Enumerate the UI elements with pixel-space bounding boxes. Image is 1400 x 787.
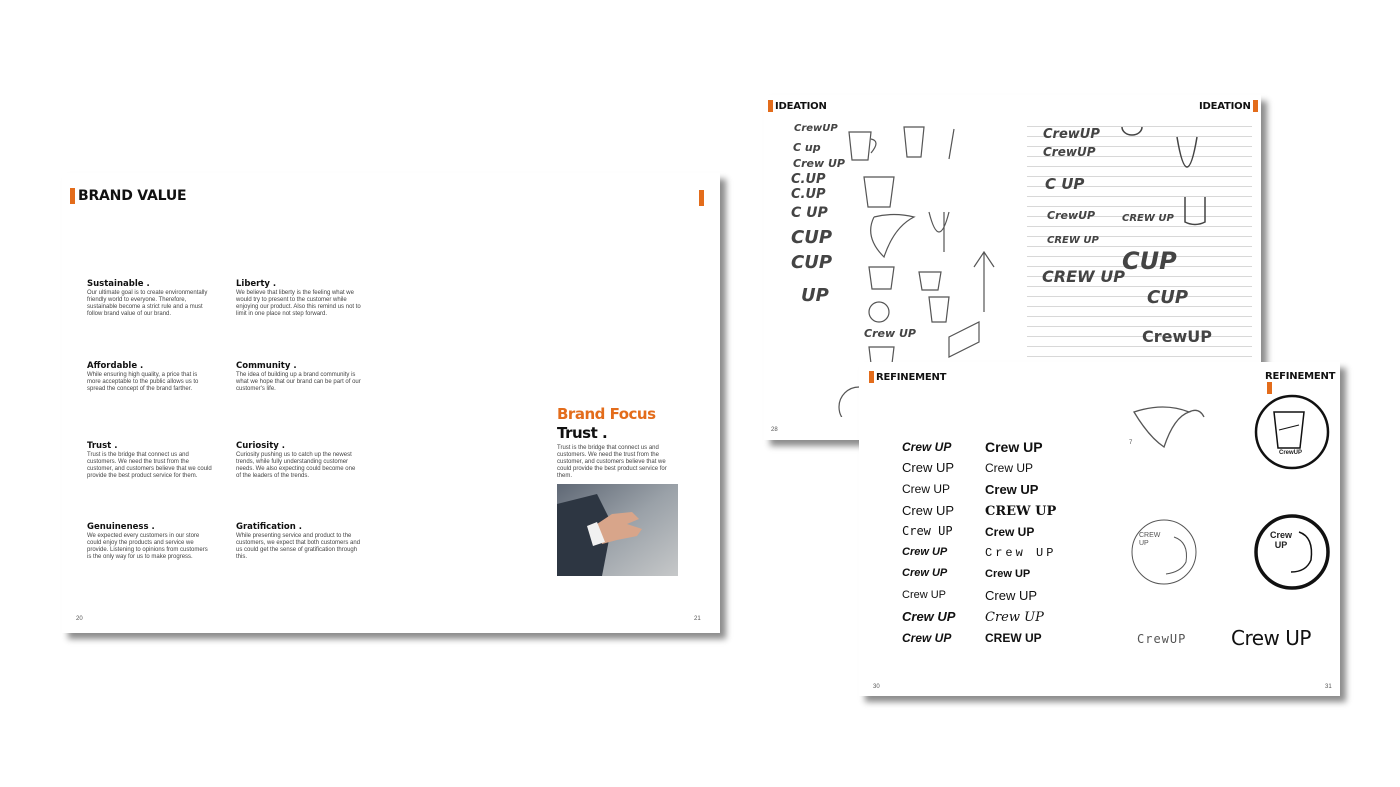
sketch-label-r7: CUP <box>1122 247 1177 275</box>
circle-logo-1-label: CREW UP <box>1139 532 1161 547</box>
value-liberty: Liberty . We believe that liberty is the feeling what we would try to present to the customer while enjoying our product. Also this remind us not to limit in one place not step forward. <box>236 279 361 317</box>
sketch-label-10: Crew UP <box>864 327 916 340</box>
wordmark-c2-1: Crew UP <box>985 439 1043 455</box>
sketch-label-r1: CrewUP <box>1043 127 1100 142</box>
wordmark-c1-6: Crew UP <box>902 546 948 558</box>
sketch-label-2: C up <box>793 141 821 154</box>
ideation-header-right: IDEATION <box>1199 100 1258 112</box>
sketch-label-r3: C UP <box>1045 175 1085 193</box>
accent-bar-right <box>699 190 704 206</box>
sketch-label-r5: CREW UP <box>1122 213 1174 224</box>
wordmark-c1-9: Crew UP <box>902 609 956 624</box>
sketch-label-5: C.UP <box>791 187 826 202</box>
value-trust: Trust . Trust is the bridge that connect us and customers. We need the trust from the customer, and customers believe that we could provide the best product service for them. <box>87 441 212 479</box>
sketch-label-7: CUP <box>791 227 833 248</box>
value-genuineness: Genuineness . We expected every customers in our store could enjoy the products and service we provide. Listening to opinions from customers is the only way for us to make progress. <box>87 522 208 560</box>
ideation-sketch-right <box>1027 117 1252 357</box>
value-gratification: Gratification . While presenting service and product to the customers, we expect that both customers and us could get the sense of gratification through this. <box>236 522 361 560</box>
sketch-label-r2: CrewUP <box>1043 145 1096 159</box>
refinement-page-number-left: 30 <box>873 684 880 690</box>
sketch-label-r8: CREW UP <box>1042 267 1125 286</box>
refinement-spread <box>859 362 1340 696</box>
handshake-photo <box>557 484 678 576</box>
brand-focus-heading: Brand Focus <box>557 405 656 423</box>
refinement-header-left: REFINEMENT <box>869 371 946 383</box>
wordmark-c1-3: Crew UP <box>902 482 951 496</box>
sketch-label-r9: CUP <box>1147 287 1189 308</box>
refinement-header-right: REFINEMENT <box>1265 371 1340 394</box>
wordmark-c1-5: Crew UP <box>902 524 953 538</box>
wordmark-c2-7: Crew UP <box>985 568 1031 580</box>
value-community: Community . The idea of building up a brand community is what we hope that our brand can be part of our customer's life. <box>236 361 361 392</box>
ideation-header-left: IDEATION <box>768 100 827 112</box>
wordmark-c2-3: Crew UP <box>985 482 1039 497</box>
refinement-page-number-right: 31 <box>1325 684 1332 690</box>
value-sustainable: Sustainable . Our ultimate goal is to create environmentally friendly world to everyone. Therefore, sustainable become a strict rule and a must follow brand value of our brand. <box>87 279 208 317</box>
wordmark-c1-1: Crew UP <box>902 440 952 454</box>
sketch-label-r4: CrewUP <box>1047 209 1096 222</box>
sketch-label-9: UP <box>801 285 829 306</box>
accent-bar <box>869 371 874 383</box>
wordmark-c1-8: Crew UP <box>902 589 947 601</box>
svg-text:7: 7 <box>1129 440 1133 446</box>
sketch-label-3: Crew UP <box>793 157 845 170</box>
wordmark-c1-7: Crew UP <box>902 567 948 579</box>
wordmark-c2-2: Crew UP <box>985 461 1034 475</box>
page-number-left: 20 <box>76 616 83 622</box>
sketch-label-8: CUP <box>791 252 833 273</box>
sketch-label-r10: CrewUP <box>1142 327 1212 346</box>
wordmark-c2-6: Crew UP <box>985 546 1057 560</box>
wordmark-c2-4: CREW UP <box>985 504 1057 519</box>
brand-value-header: BRAND VALUE <box>70 188 186 204</box>
sketch-label-1: CrewUP <box>794 123 838 134</box>
brand-focus-text: Trust is the bridge that connect us and customers. We need the trust from the customer, and customers believe that we could provide the best product service for them. <box>557 445 667 479</box>
ideation-page-number: 28 <box>771 427 778 433</box>
cup-sketches-right <box>1027 117 1252 357</box>
sketch-label-4: C.UP <box>791 172 826 187</box>
wordmark-c1-4: Crew UP <box>902 503 955 518</box>
value-affordable: Affordable . While ensuring high quality, a price that is more acceptable to the public allows us to spread the concept of the brand farther. <box>87 361 199 392</box>
page-number-right: 21 <box>694 616 701 622</box>
sketch-label-r6: CREW UP <box>1047 235 1099 246</box>
accent-bar <box>768 100 773 112</box>
accent-bar <box>70 188 75 204</box>
wordmark-c2-10: CREW UP <box>985 631 1042 645</box>
wordmark-sketch-small: CrewUP <box>1137 632 1187 646</box>
badge-logo-label: CrewUP <box>1279 450 1303 456</box>
wordmark-final-large: Crew UP <box>1231 626 1311 650</box>
wordmark-c1-2: Crew UP <box>902 460 955 475</box>
brand-focus-subheading: Trust . <box>557 424 608 442</box>
wordmark-c2-5: Crew UP <box>985 525 1035 539</box>
value-curiosity: Curiosity . Curiosity pushing us to catch up the newest trends, while fully understanding customer needs. We also expecting could become one of the leaders of the trends. <box>236 441 356 479</box>
wordmark-c2-9: Crew UP <box>985 610 1044 625</box>
wordmark-c2-8: Crew UP <box>985 588 1038 603</box>
wordmark-c1-10: Crew UP <box>902 631 952 645</box>
accent-bar <box>1253 100 1258 112</box>
brand-value-spread <box>62 173 720 633</box>
hand-image <box>557 484 678 576</box>
circle-logo-2-label: Crew UP <box>1269 530 1292 550</box>
sketch-label-6: C UP <box>791 205 828 221</box>
